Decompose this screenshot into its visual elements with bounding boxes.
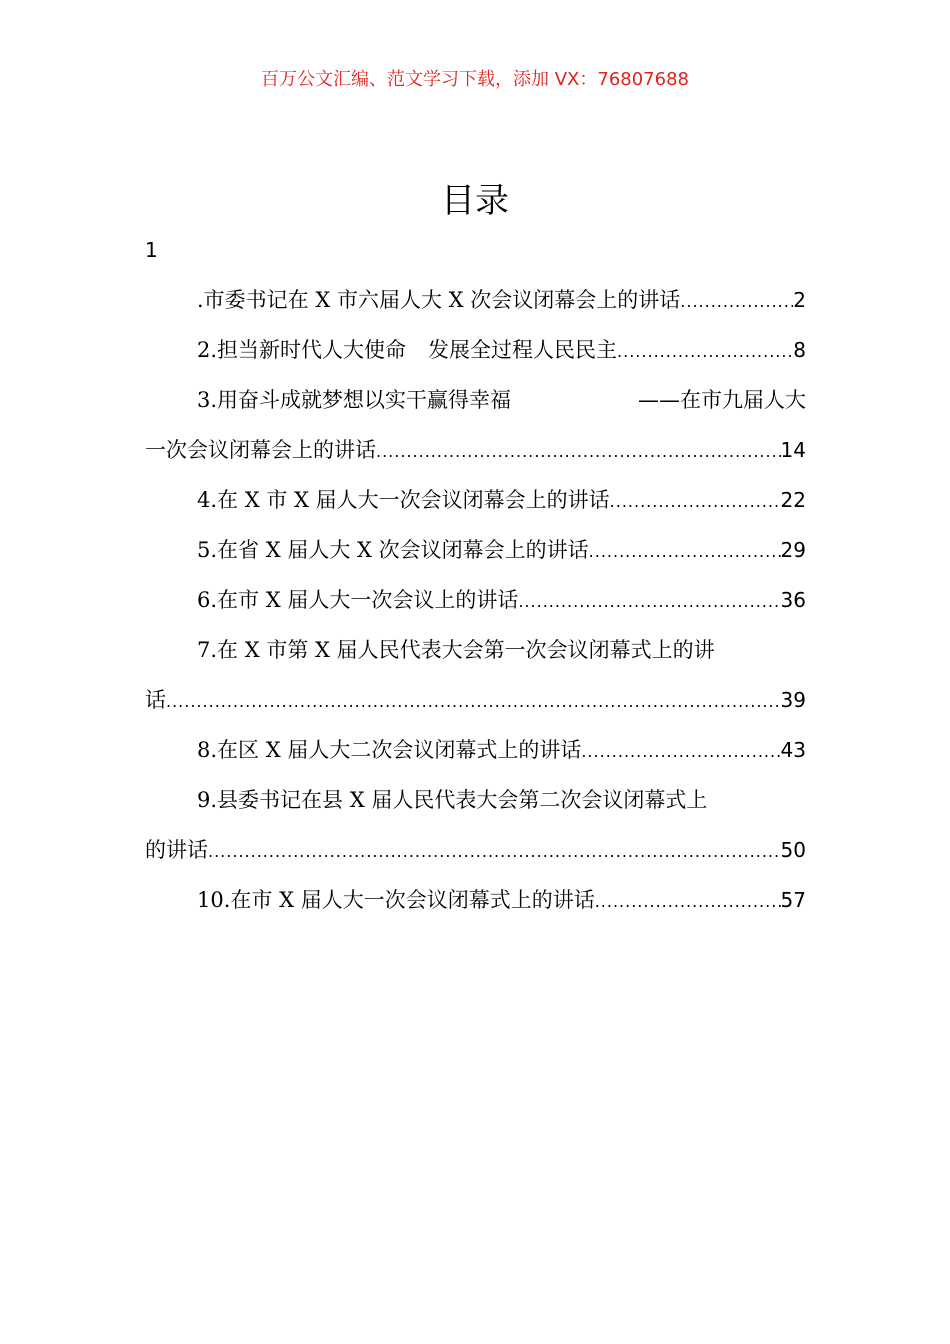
- toc-leader-dots: [610, 484, 781, 520]
- toc-entry-5[interactable]: [145, 532, 806, 582]
- toc-entry-page: 43: [780, 738, 806, 762]
- toc-entry-title: 9.县委书记在县 X 届人民代表大会第二次会议闭幕式上: [197, 788, 708, 812]
- toc-leader-dots: [518, 584, 780, 620]
- toc-entry-page: 22: [780, 488, 806, 512]
- toc-entry-3-line2[interactable]: [145, 432, 806, 482]
- section-number: 1: [145, 238, 158, 262]
- toc-leader-dots: [617, 334, 793, 370]
- toc-entry-6[interactable]: [145, 582, 806, 632]
- toc-entry-title: .市委书记在 X 市六届人大 X 次会议闭幕会上的讲话: [197, 288, 681, 312]
- toc-entry-page: 57: [780, 888, 806, 912]
- toc-entry-page: 50: [780, 838, 806, 862]
- toc-entry-9-line2[interactable]: [145, 832, 806, 882]
- table-of-contents: [145, 282, 806, 932]
- toc-leader-dots: [166, 684, 781, 720]
- toc-entry-3-line1[interactable]: [145, 382, 806, 432]
- toc-leader-dots: [680, 284, 793, 320]
- toc-entry-2[interactable]: [145, 332, 806, 382]
- watermark-header: 百万公文汇编、范文学习下载，添加 VX：76807688: [261, 69, 689, 90]
- toc-entry-7-line1[interactable]: [145, 632, 806, 682]
- page-title: 目录: [441, 181, 509, 221]
- toc-entry-title: 4.在 X 市 X 届人大一次会议闭幕会上的讲话: [197, 488, 610, 512]
- toc-entry-title-continued: 的讲话: [145, 838, 208, 862]
- toc-entry-page: 36: [780, 588, 806, 612]
- toc-entry-title: 2.担当新时代人大使命: [197, 338, 407, 362]
- toc-entry-title: 6.在市 X 届人大一次会议上的讲话: [197, 588, 519, 612]
- toc-entry-title: 8.在区 X 届人大二次会议闭幕式上的讲话: [197, 738, 582, 762]
- toc-entry-page: 39: [780, 688, 806, 712]
- toc-entry-title-continued: 话: [145, 688, 166, 712]
- toc-entry-title: 7.在 X 市第 X 届人民代表大会第一次会议闭幕式上的讲: [197, 638, 715, 662]
- toc-entry-10[interactable]: [145, 882, 806, 932]
- toc-entry-title: 10.在市 X 届人大一次会议闭幕式上的讲话: [197, 888, 595, 912]
- toc-leader-dots: [581, 734, 780, 770]
- toc-entry-page: 2: [793, 288, 806, 312]
- toc-entry-subtitle: ——在市九届人大: [638, 388, 806, 412]
- toc-entry-title-part2: 发展全过程人民民主: [428, 338, 618, 362]
- toc-leader-dots: [376, 434, 781, 470]
- toc-entry-title: 3.用奋斗成就梦想以实干赢得幸福: [197, 388, 512, 412]
- toc-entry-page: 8: [793, 338, 806, 362]
- toc-entry-1[interactable]: [145, 282, 806, 332]
- toc-entry-title-continued: 一次会议闭幕会上的讲话: [145, 438, 376, 462]
- toc-leader-dots: [595, 884, 781, 920]
- toc-entry-4[interactable]: [145, 482, 806, 532]
- toc-entry-8[interactable]: [145, 732, 806, 782]
- toc-entry-page: 29: [780, 538, 806, 562]
- toc-entry-9-line1[interactable]: [145, 782, 806, 832]
- toc-entry-7-line2[interactable]: [145, 682, 806, 732]
- toc-entry-title: 5.在省 X 届人大 X 次会议闭幕会上的讲话: [197, 538, 589, 562]
- toc-entry-page: 14: [780, 438, 806, 462]
- toc-leader-dots: [208, 834, 781, 870]
- toc-leader-dots: [589, 534, 781, 570]
